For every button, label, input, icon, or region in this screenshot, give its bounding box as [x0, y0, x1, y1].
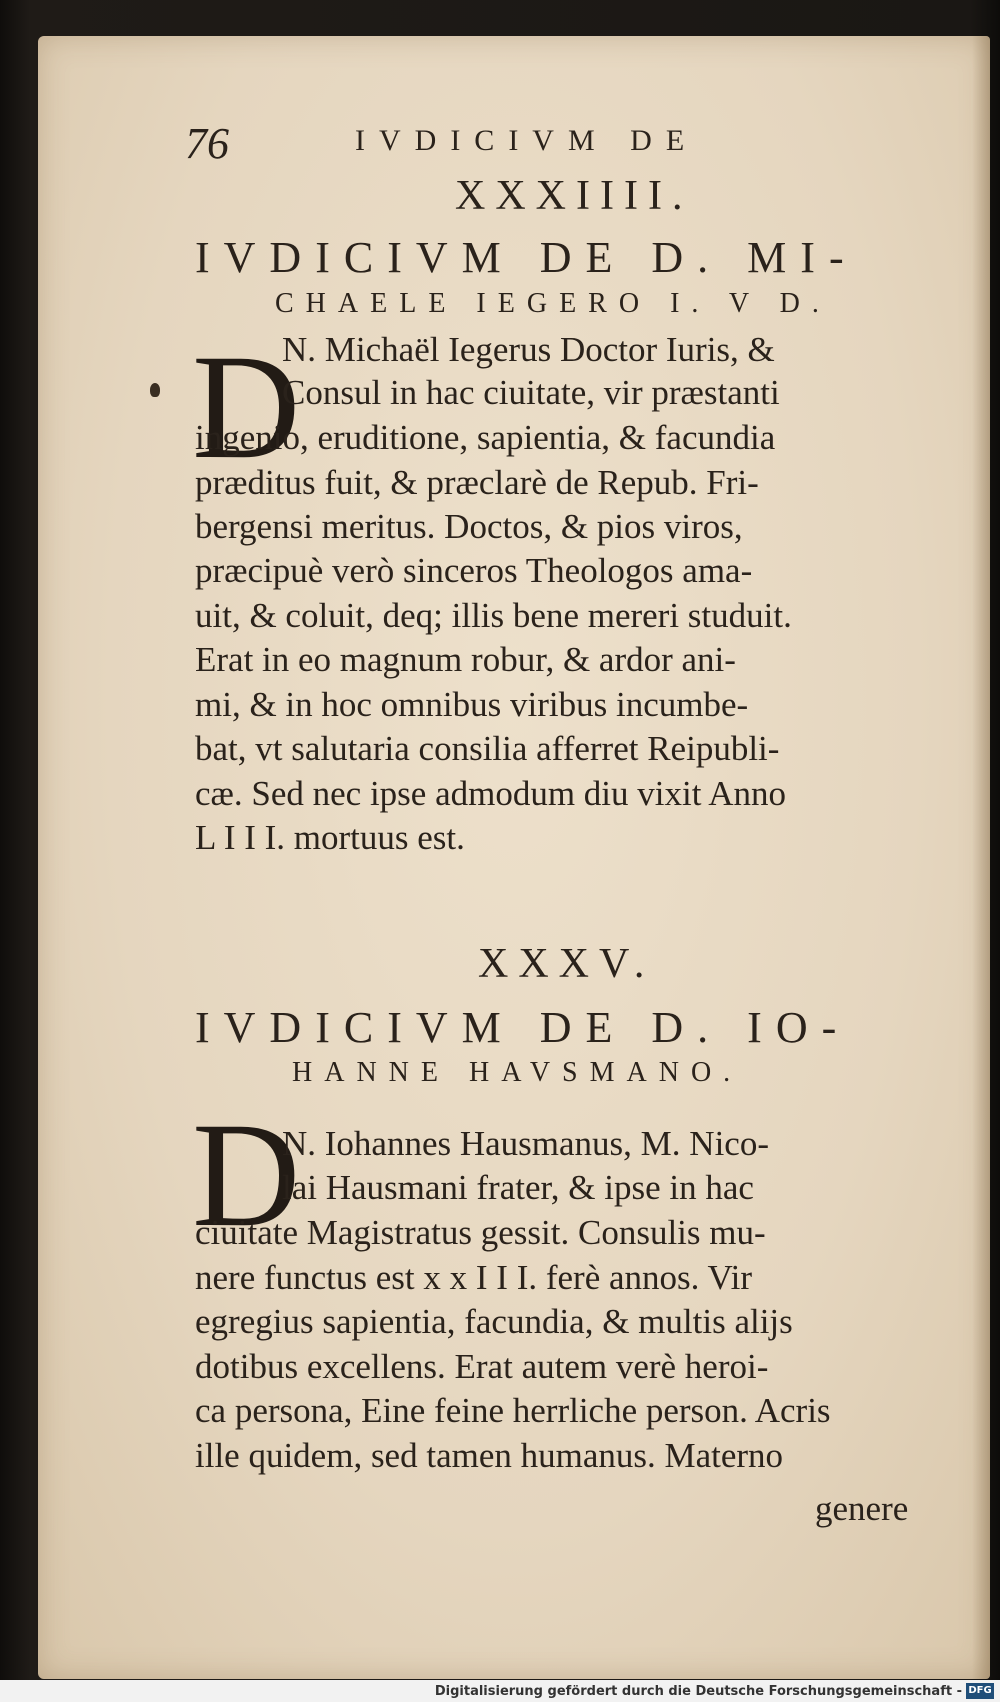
digitization-credit: Digitalisierung gefördert durch die Deutsche Forschungsgemeinschaft - — [434, 1684, 962, 1699]
dfg-logo: DFG — [966, 1683, 994, 1699]
body-line: dotibus excellens. Erat autem verè heroi- — [195, 1347, 769, 1386]
body-line: nere functus est x x I I I. ferè annos. Vir — [195, 1258, 753, 1297]
page-edge-shadow — [972, 36, 990, 1679]
body-line: præcipuè verò sinceros Theologos ama- — [195, 551, 753, 590]
body-line: uit, & coluit, deq; illis bene mereri studuit. — [195, 596, 792, 635]
body-line: L I I I. mortuus est. — [195, 818, 465, 857]
body-line: bat, vt salutaria consilia afferret Reipubli- — [195, 729, 780, 768]
body-line: N. Iohannes Hausmanus, M. Nico- — [282, 1124, 769, 1163]
entry-title-line2: HANNE HAVSMANO. — [292, 1057, 743, 1088]
body-line: ca persona, Eine feine herrliche person. Acris — [195, 1391, 831, 1430]
body-line: præditus fuit, & præclarè de Repub. Fri- — [195, 463, 759, 502]
entry-title-line1: IVDICIVM DE D. MI- — [195, 233, 858, 282]
body-line: ingenio, eruditione, sapientia, & facundia — [195, 418, 776, 457]
body-line: ille quidem, sed tamen humanus. Materno — [195, 1436, 784, 1475]
body-line: ciuitate Magistratus gessit. Consulis mu- — [195, 1213, 766, 1252]
body-line: lai Hausmani frater, & ipse in hac — [282, 1168, 754, 1207]
section-number: XXXV. — [478, 941, 655, 987]
footer-bar — [0, 1680, 1000, 1702]
running-head: IVDICIVM DE — [355, 124, 699, 157]
body-line: cæ. Sed nec ipse admodum diu vixit Anno — [195, 774, 787, 813]
drop-capital: D — [192, 324, 301, 490]
body-line: mi, & in hoc omnibus viribus incumbe- — [195, 685, 749, 724]
section-number: XXXIIII. — [455, 173, 693, 219]
body-line: Erat in eo magnum robur, & ardor ani- — [195, 640, 736, 679]
page-number: 76 — [185, 119, 229, 168]
body-line: egregius sapientia, facundia, & multis alijs — [195, 1302, 793, 1341]
drop-capital: D — [192, 1092, 301, 1258]
entry-title-line1: IVDICIVM DE D. IO- — [195, 1003, 851, 1052]
body-line: Consul in hac ciuitate, vir præstanti — [282, 373, 780, 412]
entry-title-line2: CHAELE IEGERO I. V D. — [275, 288, 831, 319]
ink-spot — [150, 383, 160, 397]
body-line: N. Michaël Iegerus Doctor Iuris, & — [282, 330, 775, 369]
catchword: genere — [815, 1489, 909, 1528]
body-line: bergensi meritus. Doctos, & pios viros, — [195, 507, 743, 546]
